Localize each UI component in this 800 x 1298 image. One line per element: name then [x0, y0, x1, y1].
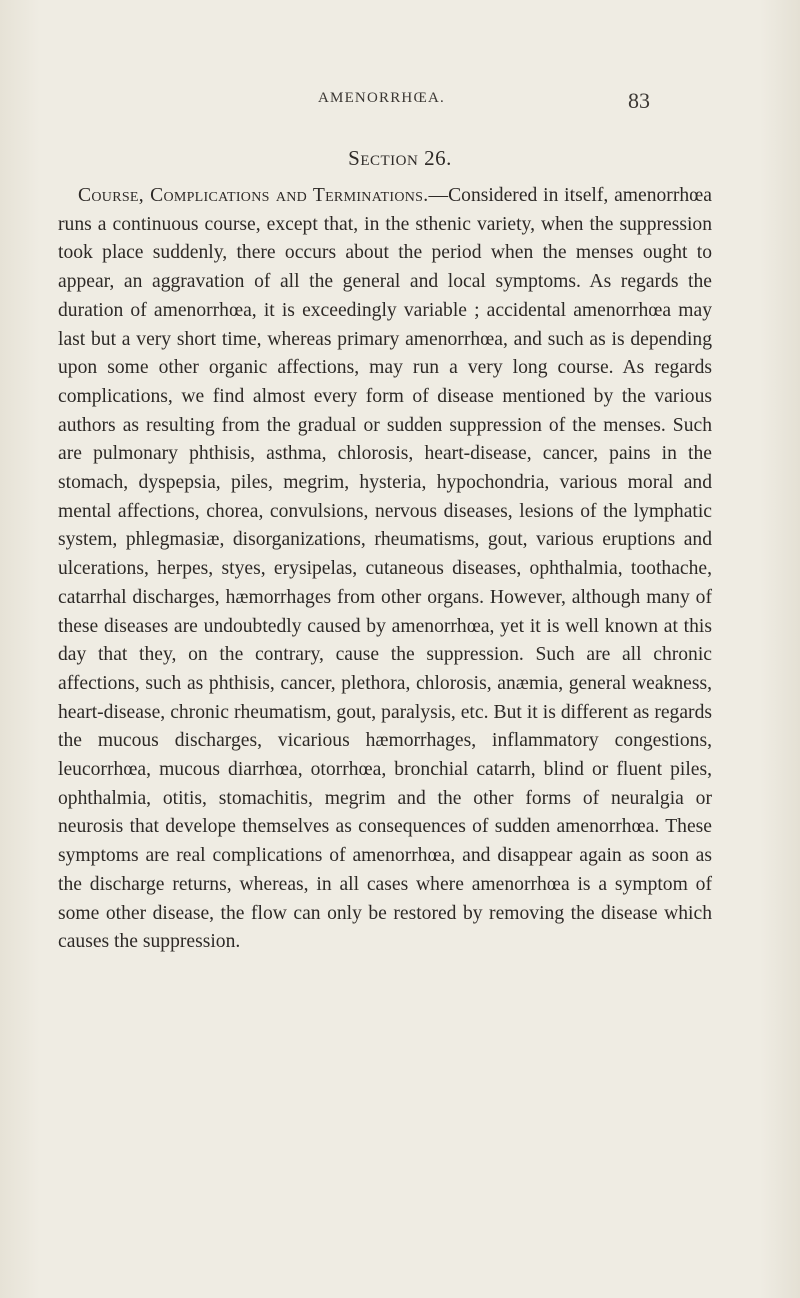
section-heading: Section 26. [348, 146, 452, 170]
paragraph-text: —Considered in itself, amenorrhœa runs a continuous course, except that, in the sthenic variety, when the suppression took place suddenly, there occurs about the period when the menses ought to appear, an aggravation of all the general and local symptoms. As regards the duration of amenorrhœa, it is exceedingly variable ; accidental amenorrhœa may last but a very short time, whereas primary amenorrhœa, and such as is depending upon some other organic affections, may run a very long course. As regards complications, we find almost every form of disease mentioned by the various authors as resulting from the gradual or sudden suppression of the menses. Such are pulmonary phthisis, asthma, chlorosis, heart-disease, cancer, pains in the stomach, dyspepsia, piles, megrim, hysteria, hypochondria, various moral and mental affections, chorea, convulsions, nervous diseases, lesions of the lymphatic system, phlegmasiæ, disorganizations, rheumatisms, gout, various eruptions and ulcerations, herpes, styes, erysipelas, cutaneous diseases, ophthalmia, toothache, catarrhal discharges, hæmorrhages from other organs. However, although many of these diseases are undoubtedly caused by amenorrhœa, yet it is well known at this day that they, on the contrary, cause the suppression. Such are all chronic affections, such as phthisis, cancer, plethora, chlorosis, anæmia, general weakness, heart-disease, chronic rheumatism, gout, paralysis, etc. But it is different as regards the mucous discharges, vicarious hæmorrhages, inflammatory congestions, leucorrhœa, mucous diarrhœa, otorrhœa, bronchial catarrh, blind or fluent piles, ophthalmia, otitis, stomachitis, megrim and the other forms of neuralgia or neurosis that develope themselves as consequences of sudden amenorrhœa. These symptoms are real complications of amenorrhœa, and disappear again as soon as the discharge returns, whereas, in all cases where amenorrhœa is a symptom of some other disease, the flow can only be restored by removing the disease which causes the suppression. [58, 185, 712, 953]
body-paragraph [58, 182, 712, 957]
paragraph-lead-in: Course, Complications and Terminations. [78, 185, 429, 206]
running-head [0, 90, 800, 118]
page-number: 83 [628, 88, 650, 113]
running-title: AMENORRHŒA. [318, 90, 445, 106]
